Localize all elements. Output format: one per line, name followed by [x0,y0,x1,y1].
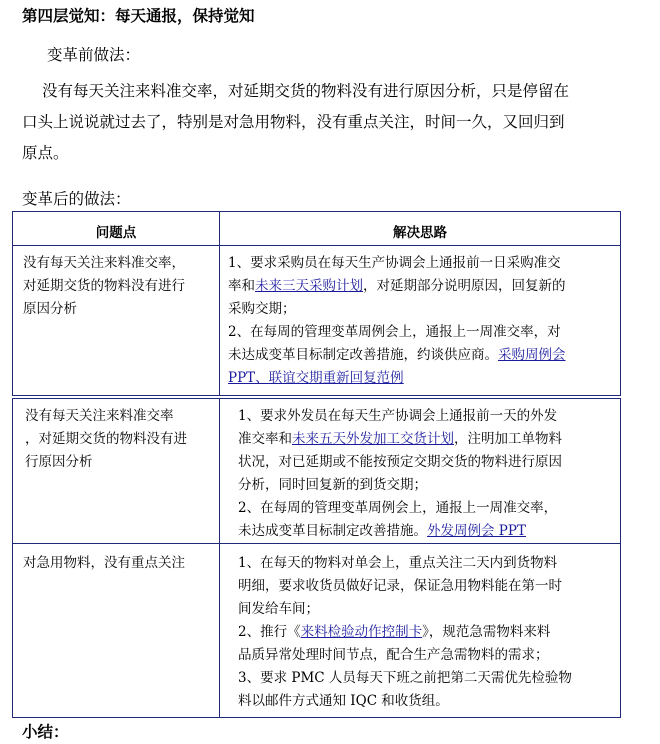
table-header-solution [219,211,621,246]
table-row-1-solution [219,245,621,396]
document-link[interactable]: 未来五天外发加工交货计划 [292,431,454,447]
text-segment: 率和 [228,278,255,294]
document-link[interactable]: 外发周例会 PPT [427,523,526,539]
text-segment: 采购交期； [228,301,296,317]
document-link[interactable]: 未来三天采购计划 [255,278,363,294]
text-segment: 未达成变革目标制定改善措施。 [238,523,427,539]
text-segment: 分析，同时回复新的到货交期； [238,477,427,493]
problem-line: 没有每天关注来料准交率 [25,408,174,424]
document-link[interactable]: PPT、联谊交期重新回复范例 [228,370,404,386]
table-header-problem [12,211,220,246]
solution-line [238,575,572,598]
solution-text [238,405,562,543]
problem-line: 对延期交货的物料没有进行 [23,278,185,294]
header-label: 解决思路 [393,225,447,241]
solution-line [238,621,572,644]
solution-text [228,252,566,390]
paragraph-line: 口头上说说就过去了，特别是对急用物料，没有重点关注，时间一久，又回归到 [22,113,565,131]
paragraph-line: 没有每天关注来料准交率，对延期交货的物料没有进行原因分析，只是停留在 [42,82,570,100]
solution-text [238,552,572,713]
paragraph-line: 原点。 [22,144,69,162]
problem-line: 没有每天关注来料准交率， [23,255,185,271]
problem-text [23,552,185,575]
header-label: 问题点 [95,225,137,241]
solution-line [228,275,566,298]
solution-line [238,428,562,451]
summary-label: 小结： [22,722,69,741]
solution-line [228,367,566,390]
solution-line [228,321,566,344]
problem-text [23,252,185,321]
text-segment: 2、在每周的管理变革周例会上，通报上一周准交率，对 [228,324,561,340]
document-link[interactable]: 来料检验动作控制卡 [300,624,423,640]
text-segment: 3、要求 PMC 人员每天下班之前把第二天需优先检验物 [238,670,572,686]
text-segment: 明细，要求收货员做好记录，保证急用物料能在第一时 [238,578,562,594]
section-title: 第四层觉知：每天通报，保持觉知 [22,6,255,25]
table-row-2-problem [12,398,220,544]
solution-line [238,405,562,428]
problem-line: ，对延期交货的物料没有进 [25,431,187,447]
text-segment: 状况，对已延期或不能按预定交期交货的物料进行原因 [238,454,562,470]
table-row-2-solution [219,398,621,544]
problem-line: 行原因分析 [25,454,93,470]
solution-line [228,252,566,275]
before-paragraph [22,76,642,169]
solution-line [238,520,562,543]
after-label: 变革后的做法： [22,190,131,208]
solution-line [238,598,572,621]
text-segment: ，注明加工单物料 [454,431,562,447]
text-segment: 未达成变革目标制定改善措施，约谈供应商。 [228,347,498,363]
text-segment: 品质异常处理时间节点，配合生产急需物料的需求； [238,647,549,663]
text-segment: 准交率和 [238,431,292,447]
text-segment: 》，规范急需物料来料 [422,624,551,640]
text-segment: 1、要求外发员在每天生产协调会上通报前一天的外发 [238,408,558,424]
table-row-3-problem [12,543,220,718]
text-segment: 2、在每周的管理变革周例会上，通报上一周准交率， [238,500,558,516]
table-row-3-solution [219,543,621,718]
text-segment: 1、要求采购员在每天生产协调会上通报前一日采购准交 [228,255,561,271]
solution-line [228,344,566,367]
problem-line: 对急用物料，没有重点关注 [23,555,185,571]
problem-text [25,405,187,474]
text-segment: 1、在每天的物料对单会上，重点关注二天内到货物料 [238,555,558,571]
problem-line: 原因分析 [23,301,77,317]
solution-line [238,474,562,497]
solution-line [238,552,572,575]
text-segment: ，对延期部分说明原因，回复新的 [363,278,566,294]
solution-line [238,667,572,690]
text-segment: 2、推行《 [238,624,301,640]
solution-line [238,451,562,474]
solution-line [238,644,572,667]
before-label: 变革前做法： [47,46,141,64]
table-row-1-problem [12,245,220,396]
solution-line [228,298,566,321]
text-segment: 间发给车间； [238,601,319,617]
document-link[interactable]: 采购周例会 [498,347,566,363]
solution-line [238,690,572,713]
solution-line [238,497,562,520]
text-segment: 料以邮件方式通知 IQC 和收货组。 [238,693,449,709]
